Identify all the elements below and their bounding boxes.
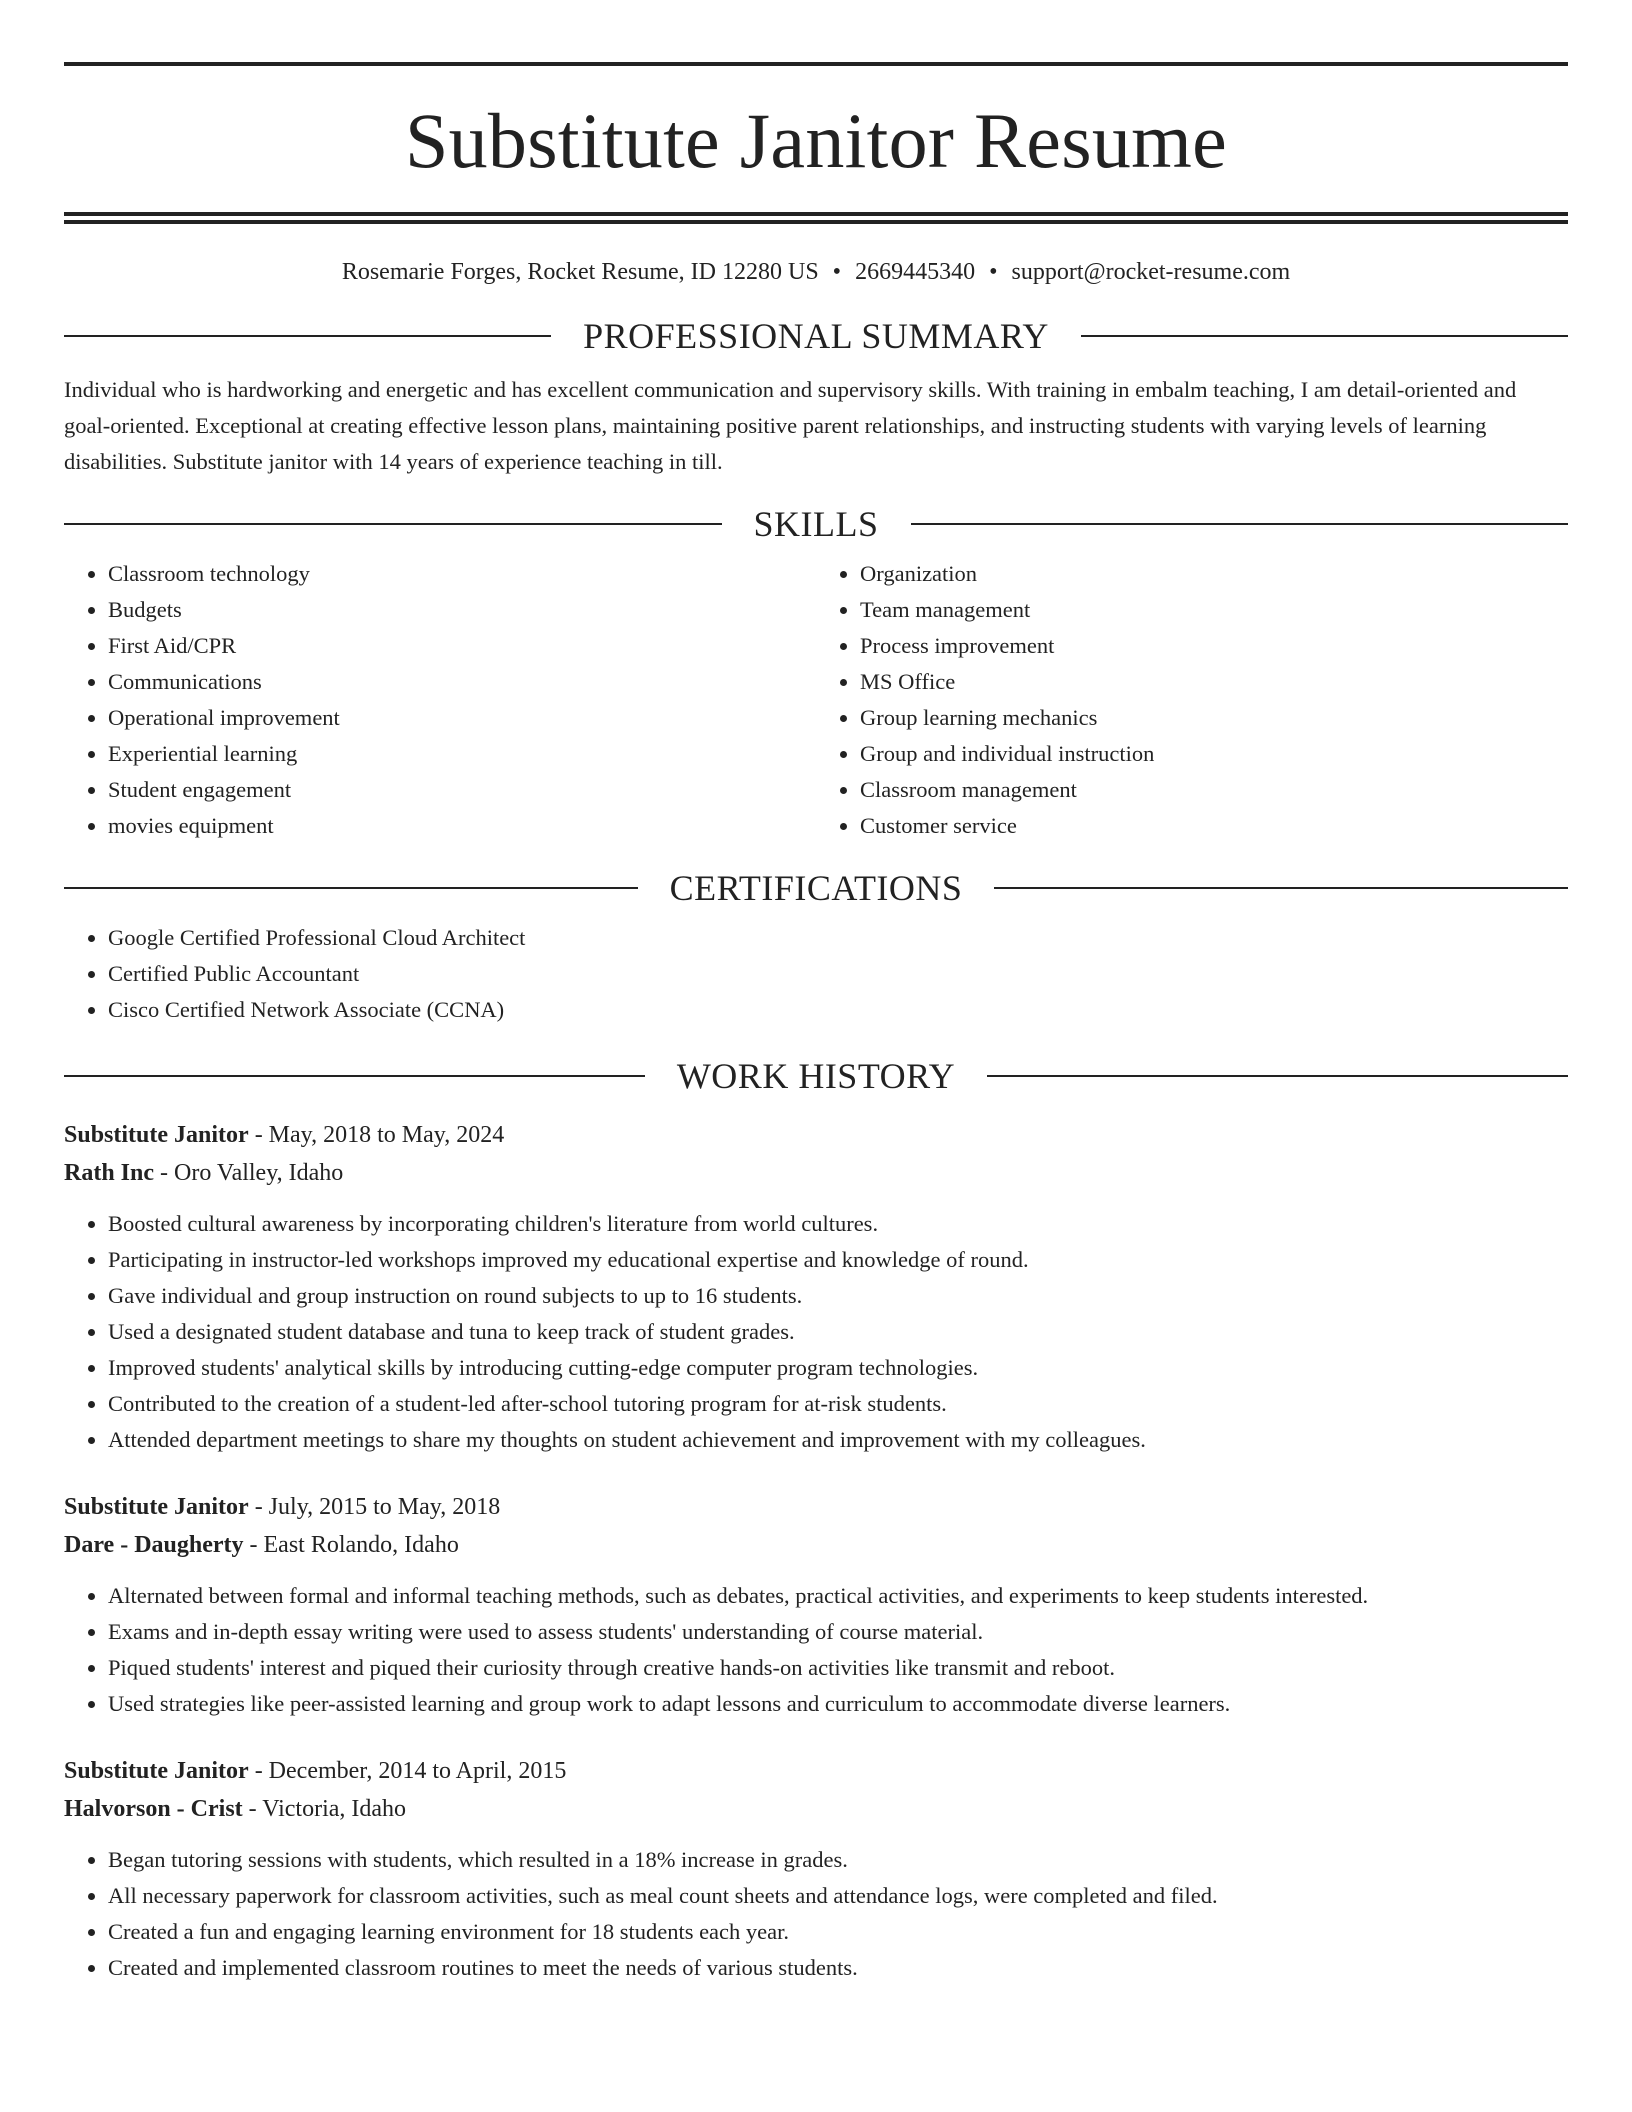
job-company: Rath Inc: [64, 1160, 155, 1186]
job-bullet: • Participating in instructor-led workshops improved my educational expertise and knowledge of round.: [108, 1242, 1568, 1278]
job-title: Substitute Janitor: [64, 1494, 249, 1520]
divider: [911, 523, 1569, 525]
contact-separator: •: [989, 259, 998, 285]
certification-item: • Cisco Certified Network Associate (CCNA): [108, 992, 1568, 1028]
skill-item: • Student engagement: [108, 772, 816, 808]
skill-item: • Communications: [108, 664, 816, 700]
job-bullet: • Boosted cultural awareness by incorporating children's literature from world cultures.: [108, 1206, 1568, 1242]
divider: [994, 887, 1568, 889]
job-bullet: • Began tutoring sessions with students, which resulted in a 18% increase in grades.: [108, 1842, 1568, 1878]
job-bullet: • Created and implemented classroom routines to meet the needs of various students.: [108, 1950, 1568, 1986]
job-location: - Oro Valley, Idaho: [154, 1160, 344, 1186]
skill-item: • Process improvement: [860, 628, 1568, 664]
job-location: - East Rolando, Idaho: [243, 1532, 459, 1558]
contact-address: Rosemarie Forges, Rocket Resume, ID 12280 US: [341, 259, 819, 285]
certifications-list: [64, 920, 1568, 1028]
job-dates: - July, 2015 to May, 2018: [248, 1494, 501, 1520]
job-bullet: • Improved students' analytical skills by introducing cutting-edge computer program technologies.: [108, 1350, 1568, 1386]
skills-grid: [64, 542, 1568, 844]
job-company: Halvorson - Crist: [64, 1796, 243, 1822]
job-title: Substitute Janitor: [64, 1122, 249, 1148]
title-double-rule: [64, 212, 1568, 224]
skill-item: • MS Office: [860, 664, 1568, 700]
certification-item: • Google Certified Professional Cloud Architect: [108, 920, 1568, 956]
job-entry: [64, 1752, 1568, 1986]
divider: [1081, 335, 1568, 337]
contact-line: [64, 260, 1568, 284]
job-bullet: • All necessary paperwork for classroom activities, such as meal count sheets and attendance logs, were completed and filed.: [108, 1878, 1568, 1914]
job-bullet: • Used a designated student database and tuna to keep track of student grades.: [108, 1314, 1568, 1350]
contact-phone: 2669445340: [855, 259, 976, 285]
job-title: Substitute Janitor: [64, 1758, 249, 1784]
divider: [64, 523, 722, 525]
job-bullet: • Alternated between formal and informal teaching methods, such as debates, practical activities, and experiments to keep students interested.: [108, 1578, 1568, 1614]
skill-item: • Classroom technology: [108, 556, 816, 592]
skill-item: • Group and individual instruction: [860, 736, 1568, 772]
job-bullet: • Created a fun and engaging learning environment for 18 students each year.: [108, 1914, 1568, 1950]
skill-item: • Budgets: [108, 592, 816, 628]
skills-section-header: [64, 506, 1568, 542]
skills-list-right: [816, 556, 1568, 844]
job-dates: - May, 2018 to May, 2024: [248, 1122, 505, 1148]
divider: [64, 887, 638, 889]
job-bullet: • Piqued students' interest and piqued their curiosity through creative hands-on activities like transmit and reboot.: [108, 1650, 1568, 1686]
job-company-line: [64, 1526, 1568, 1564]
job-company-line: [64, 1154, 1568, 1192]
job-title-line: [64, 1116, 1568, 1154]
job-location: - Victoria, Idaho: [242, 1796, 407, 1822]
divider: [64, 1075, 645, 1077]
skill-item: • Team management: [860, 592, 1568, 628]
job-dates: - December, 2014 to April, 2015: [248, 1758, 567, 1784]
certifications-section-header: [64, 870, 1568, 906]
job-entry: [64, 1488, 1568, 1722]
skill-item: • Customer service: [860, 808, 1568, 844]
skill-item: • Experiential learning: [108, 736, 816, 772]
skill-item: • First Aid/CPR: [108, 628, 816, 664]
summary-section-header: [64, 318, 1568, 354]
job-company: Dare - Daugherty: [64, 1532, 244, 1558]
job-bullet: • Gave individual and group instruction on round subjects to up to 16 students.: [108, 1278, 1568, 1314]
summary-text: Individual who is hardworking and energetic and has excellent communication and supervisory skills. With training in embalm teaching, I am detail-oriented and goal-oriented. Exceptional at creating effective lesson plans, maintaining positive parent relationships, and instructing students with varying levels of learning disabilities. Substitute janitor with 14 years of experience teaching in till.: [64, 377, 1517, 474]
job-bullets: [64, 1578, 1568, 1722]
job-title-line: [64, 1488, 1568, 1526]
job-bullet: • Used strategies like peer-assisted learning and group work to adapt lessons and curriculum to accommodate diverse learners.: [108, 1686, 1568, 1722]
work-heading: WORK HISTORY: [676, 1056, 956, 1096]
job-title-line: [64, 1752, 1568, 1790]
skill-item: • Group learning mechanics: [860, 700, 1568, 736]
skill-item: • Classroom management: [860, 772, 1568, 808]
summary-heading: PROFESSIONAL SUMMARY: [583, 316, 1049, 356]
top-rule: [64, 62, 1568, 66]
divider: [64, 335, 551, 337]
skill-item: • movies equipment: [108, 808, 816, 844]
skill-item: • Organization: [860, 556, 1568, 592]
resume-title: Substitute Janitor Resume: [404, 97, 1228, 184]
skill-item: • Operational improvement: [108, 700, 816, 736]
skills-list-left: [64, 556, 816, 844]
job-company-line: [64, 1790, 1568, 1828]
work-section-header: [64, 1058, 1568, 1094]
certifications-heading: CERTIFICATIONS: [669, 868, 963, 908]
certification-item: • Certified Public Accountant: [108, 956, 1568, 992]
job-bullets: [64, 1206, 1568, 1458]
job-bullet: • Attended department meetings to share my thoughts on student achievement and improvement with my colleagues.: [108, 1422, 1568, 1458]
divider: [987, 1075, 1568, 1077]
skills-heading: SKILLS: [753, 504, 879, 544]
job-bullet: • Exams and in-depth essay writing were used to assess students' understanding of course material.: [108, 1614, 1568, 1650]
contact-separator: •: [832, 259, 842, 285]
contact-email: support@rocket-resume.com: [1011, 259, 1291, 285]
job-bullet: • Contributed to the creation of a student-led after-school tutoring program for at-risk students.: [108, 1386, 1568, 1422]
job-bullets: [64, 1842, 1568, 1986]
job-entry: [64, 1116, 1568, 1458]
